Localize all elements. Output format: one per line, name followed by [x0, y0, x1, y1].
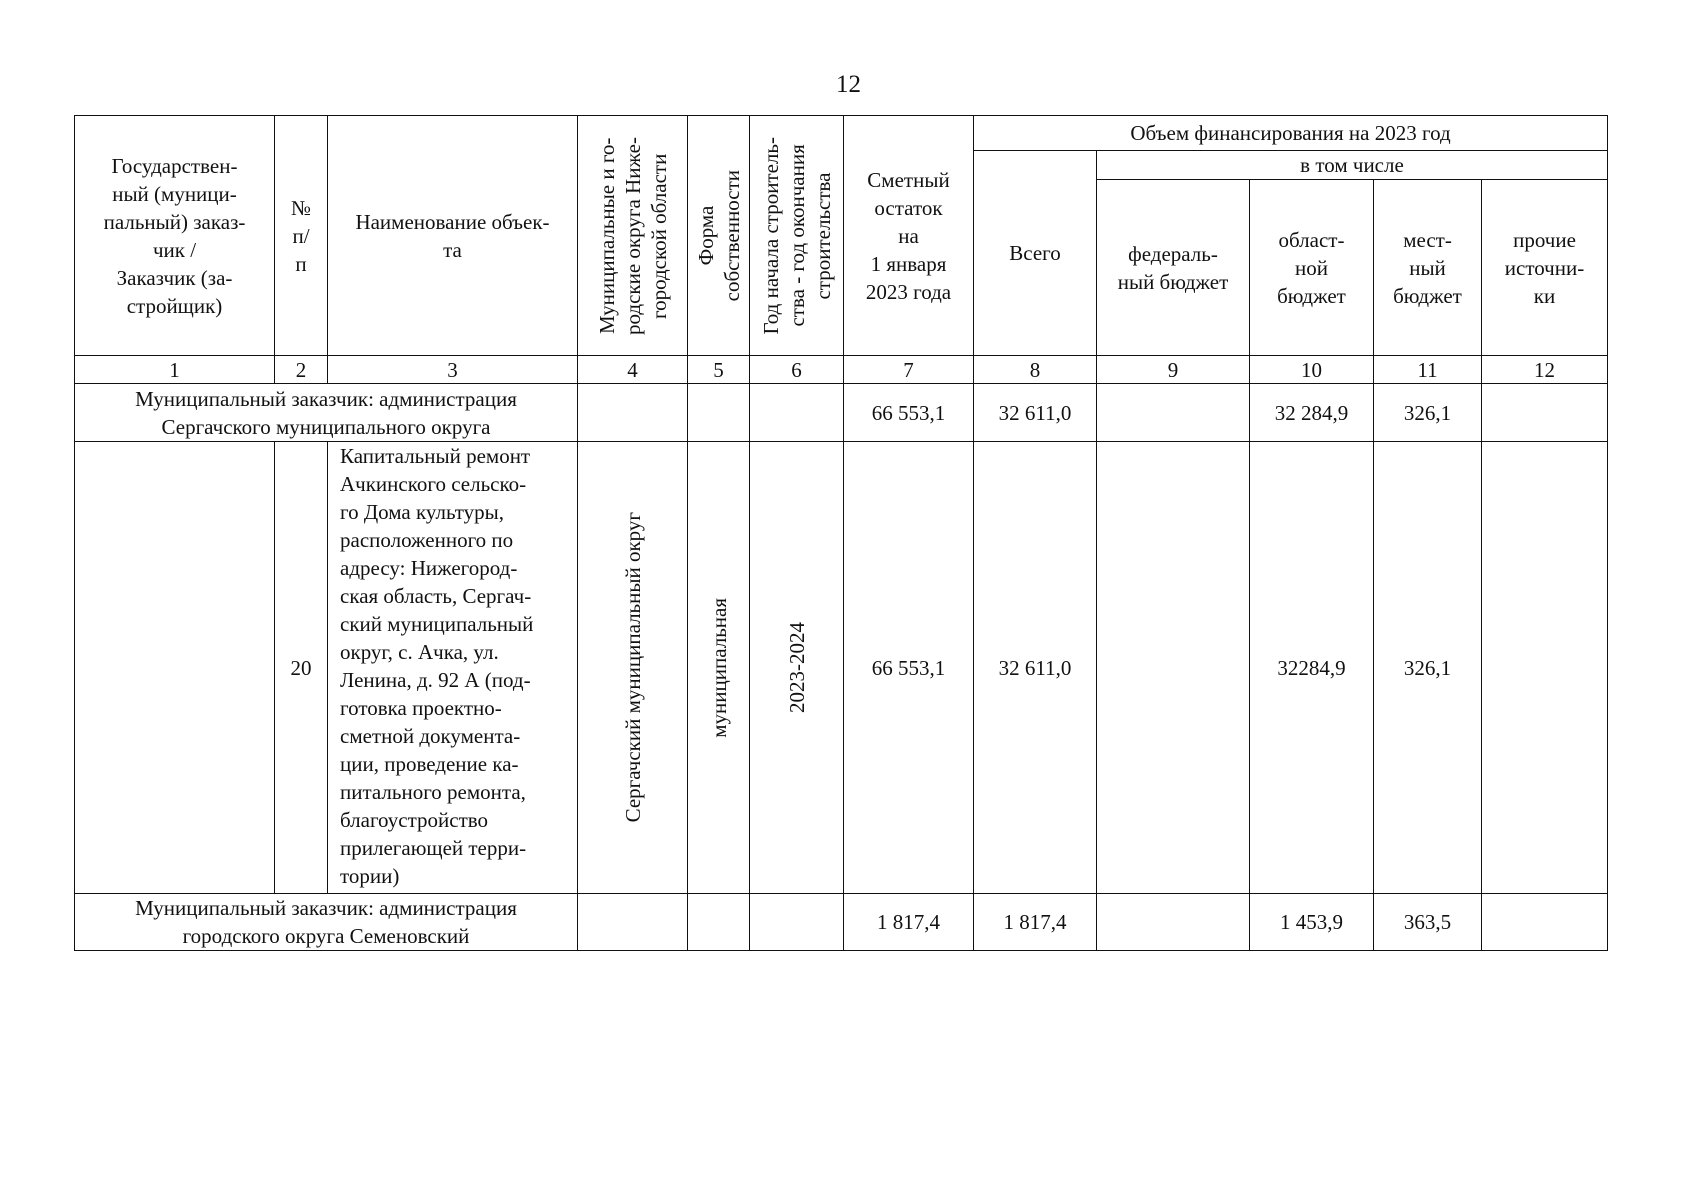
column-number: 11 [1374, 356, 1482, 384]
header-regional: област- ной бюджет [1250, 180, 1374, 356]
cell-local: 326,1 [1374, 442, 1482, 894]
header-estimated-balance: Сметный остаток на 1 января 2023 года [844, 116, 974, 356]
cell-total: 32 611,0 [974, 442, 1097, 894]
column-number: 5 [688, 356, 750, 384]
cell-customer [75, 442, 275, 894]
cell-municipal-district [578, 384, 688, 442]
header-municipal-district-cell [578, 116, 688, 356]
cell-ownership [688, 894, 750, 951]
cell-regional: 32 284,9 [1250, 384, 1374, 442]
column-number: 6 [750, 356, 844, 384]
column-number: 8 [974, 356, 1097, 384]
cell-municipal-district [578, 442, 688, 894]
header-federal: федераль- ный бюджет [1097, 180, 1250, 356]
cell-estimated-balance: 1 817,4 [844, 894, 974, 951]
cell-regional: 32284,9 [1250, 442, 1374, 894]
column-number: 10 [1250, 356, 1374, 384]
cell-number: 20 [275, 442, 328, 894]
column-number: 3 [328, 356, 578, 384]
years-value: 2023-2024 [784, 622, 809, 713]
header-customer: Государствен- ный (муници- пальный) заказ- чик / Заказчик (за- стройщик) [75, 116, 275, 356]
header-other: прочие источни- ки [1482, 180, 1608, 356]
header-object-name: Наименование объек- та [328, 116, 578, 356]
cell-estimated-balance: 66 553,1 [844, 384, 974, 442]
header-row [75, 116, 1608, 151]
group-customer: Муниципальный заказчик: администрация Сергачского муниципального округа [75, 384, 578, 442]
column-number: 9 [1097, 356, 1250, 384]
table-row-group [75, 894, 1608, 951]
cell-estimated-balance: 66 553,1 [844, 442, 974, 894]
cell-total: 32 611,0 [974, 384, 1097, 442]
cell-municipal-district [578, 894, 688, 951]
page-number: 12 [836, 71, 861, 98]
table-row-item [75, 442, 1608, 894]
header-including: в том числе [1097, 151, 1608, 180]
table-row-group [75, 384, 1608, 442]
cell-local: 363,5 [1374, 894, 1482, 951]
cell-years [750, 894, 844, 951]
cell-federal [1097, 442, 1250, 894]
header-years: Год начала строитель- ства - год окончания строительства [758, 136, 835, 335]
ownership-value: муниципальная [706, 597, 731, 738]
financing-table [74, 115, 1608, 951]
cell-federal [1097, 384, 1250, 442]
municipal-district-value: Сергачский муниципальный округ [620, 512, 645, 823]
column-number-row [75, 356, 1608, 384]
cell-ownership [688, 442, 750, 894]
cell-other [1482, 384, 1608, 442]
cell-other [1482, 894, 1608, 951]
column-number: 2 [275, 356, 328, 384]
column-number: 4 [578, 356, 688, 384]
cell-other [1482, 442, 1608, 894]
group-customer: Муниципальный заказчик: администрация городского округа Семеновский [75, 894, 578, 951]
cell-federal [1097, 894, 1250, 951]
header-number: № п/ п [275, 116, 328, 356]
cell-object-name: Капитальный ремонт Ачкинского сельско- го Дома культуры, расположенного по адресу: Нижегород- ская область, Сергач- ский муниципальный округ, с. Ачка, ул. Ленина, д. 92 А (под- готовка проектно- сметной документа- ции, проведение ка- питального ремонта, благоустройство прилегающей терри- тории) [328, 442, 578, 894]
header-ownership: Форма собственности [693, 169, 744, 302]
header-years-cell [750, 116, 844, 356]
cell-ownership [688, 384, 750, 442]
column-number: 12 [1482, 356, 1608, 384]
header-municipal-district: Муниципальные и го- родские округа Ниже- городской области [594, 136, 671, 335]
header-ownership-cell [688, 116, 750, 356]
header-total: Всего [974, 151, 1097, 356]
cell-regional: 1 453,9 [1250, 894, 1374, 951]
column-number: 1 [75, 356, 275, 384]
cell-local: 326,1 [1374, 384, 1482, 442]
cell-years [750, 442, 844, 894]
header-funding-group: Объем финансирования на 2023 год [974, 116, 1608, 151]
header-local: мест- ный бюджет [1374, 180, 1482, 356]
cell-total: 1 817,4 [974, 894, 1097, 951]
column-number: 7 [844, 356, 974, 384]
cell-years [750, 384, 844, 442]
